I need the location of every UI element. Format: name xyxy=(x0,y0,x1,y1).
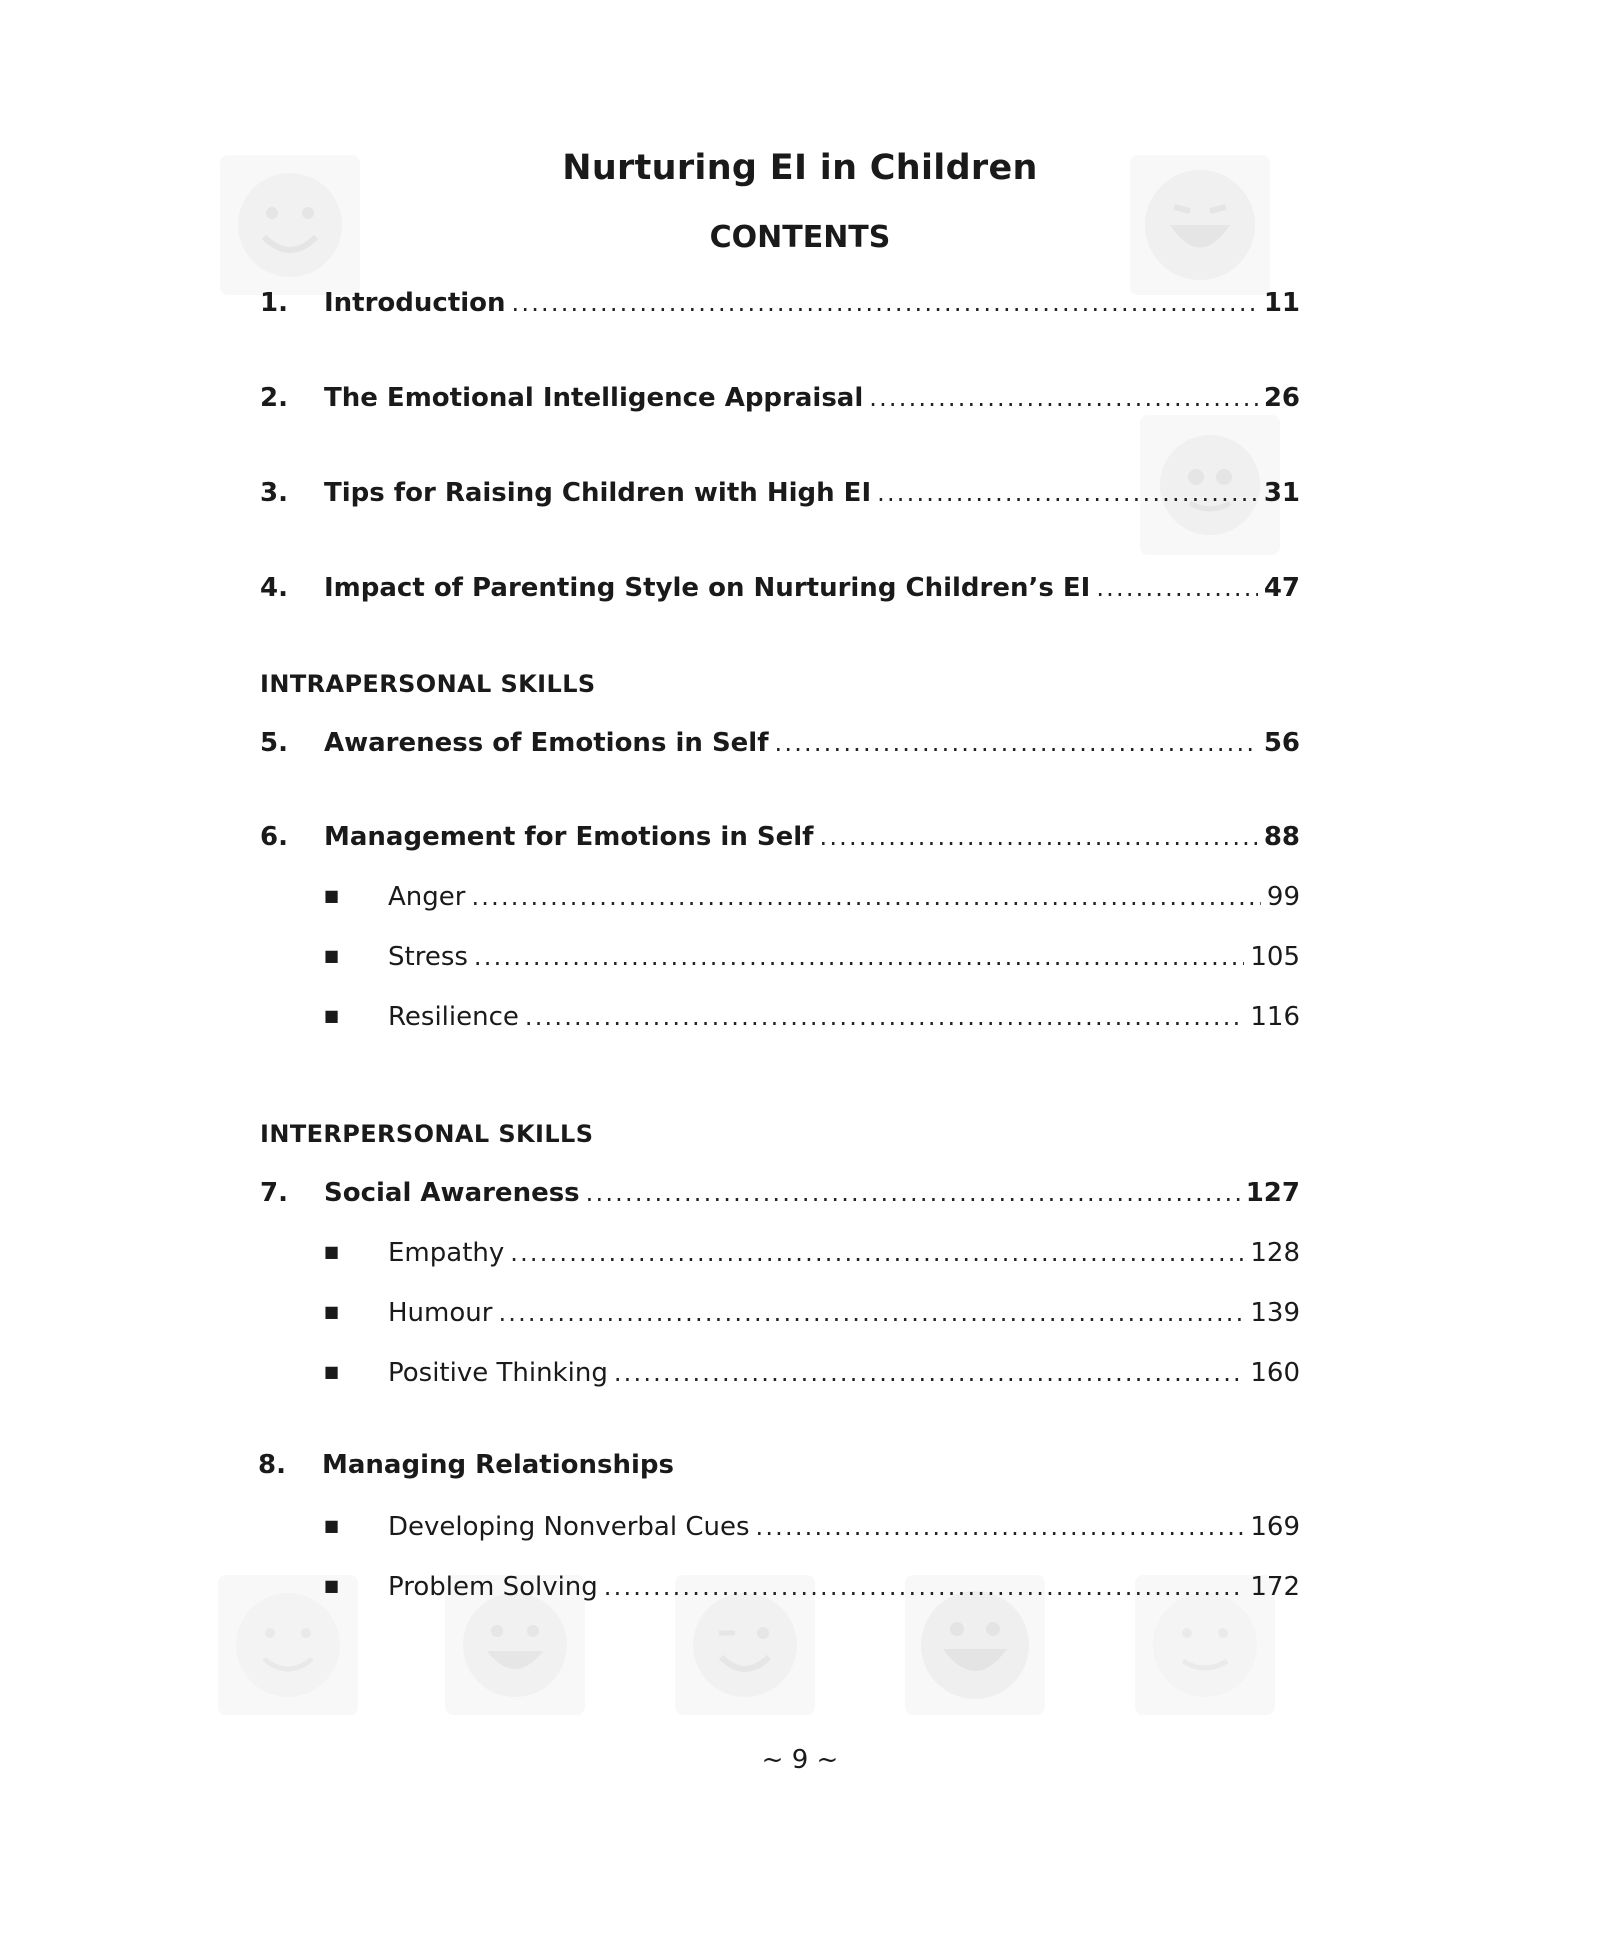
square-bullet-icon: ■ xyxy=(324,1362,340,1381)
chapter-number: 8. xyxy=(258,1450,286,1480)
page-number: 105 xyxy=(1250,942,1300,972)
chapter-title: Social Awareness xyxy=(324,1178,580,1208)
page-number: 26 xyxy=(1263,383,1300,413)
square-bullet-icon: ■ xyxy=(324,1576,340,1595)
chapter-number: 3. xyxy=(260,478,288,508)
chapter-number: 1. xyxy=(260,288,288,318)
dot-leader xyxy=(471,883,1260,911)
square-bullet-icon: ■ xyxy=(324,1242,340,1261)
chapter-title: Impact of Parenting Style on Nurturing Children’s EI xyxy=(324,573,1091,603)
page-number: 172 xyxy=(1250,1572,1300,1602)
subentry-title: Developing Nonverbal Cues xyxy=(388,1512,750,1542)
subentry-title: Problem Solving xyxy=(388,1572,598,1602)
toc-entry[interactable] xyxy=(260,573,1300,609)
dot-leader xyxy=(512,289,1258,317)
toc-entry[interactable] xyxy=(260,383,1300,419)
dot-leader xyxy=(474,943,1244,971)
square-bullet-icon: ■ xyxy=(324,1302,340,1321)
dot-leader xyxy=(756,1513,1245,1541)
toc-subentry[interactable] xyxy=(324,1572,1300,1608)
dot-leader xyxy=(775,729,1258,757)
dot-leader xyxy=(586,1179,1240,1207)
subentry-title: Stress xyxy=(388,942,468,972)
square-bullet-icon: ■ xyxy=(324,1516,340,1535)
chapter-title: Managing Relationships xyxy=(322,1450,674,1480)
dot-leader xyxy=(525,1003,1244,1031)
chapter-number: 4. xyxy=(260,573,288,603)
toc-subentry[interactable] xyxy=(324,1298,1300,1334)
page-number: 116 xyxy=(1250,1002,1300,1032)
toc-subentry[interactable] xyxy=(324,882,1300,918)
chapter-title: Management for Emotions in Self xyxy=(324,822,814,852)
subentry-title: Humour xyxy=(388,1298,493,1328)
chapter-number: 2. xyxy=(260,383,288,413)
square-bullet-icon: ■ xyxy=(324,1006,340,1025)
dot-leader xyxy=(498,1299,1244,1327)
dot-leader xyxy=(877,479,1258,507)
dot-leader xyxy=(614,1359,1245,1387)
chapter-number: 5. xyxy=(260,728,288,758)
square-bullet-icon: ■ xyxy=(324,886,340,905)
dot-leader xyxy=(510,1239,1244,1267)
toc-entry[interactable] xyxy=(258,1450,1298,1486)
toc-entry[interactable] xyxy=(260,478,1300,514)
page-number: 31 xyxy=(1263,478,1300,508)
section-heading-interpersonal: INTERPERSONAL SKILLS xyxy=(260,1120,594,1148)
toc-entry[interactable] xyxy=(260,728,1300,764)
subentry-title: Resilience xyxy=(388,1002,519,1032)
page-number: 139 xyxy=(1250,1298,1300,1328)
dot-leader xyxy=(1096,574,1257,602)
toc-entry[interactable] xyxy=(260,822,1300,858)
page-number: 160 xyxy=(1250,1358,1300,1388)
page-number: 169 xyxy=(1250,1512,1300,1542)
subentry-title: Positive Thinking xyxy=(388,1358,608,1388)
page-title: Nurturing EI in Children xyxy=(562,148,1038,188)
chapter-title: The Emotional Intelligence Appraisal xyxy=(324,383,864,413)
toc-subentry[interactable] xyxy=(324,942,1300,978)
square-bullet-icon: ■ xyxy=(324,946,340,965)
page-number: 11 xyxy=(1263,288,1300,318)
page-number: 99 xyxy=(1266,882,1300,912)
page-number: 47 xyxy=(1263,573,1300,603)
chapter-title: Tips for Raising Children with High EI xyxy=(324,478,872,508)
contents-heading: CONTENTS xyxy=(709,220,891,255)
chapter-title: Introduction xyxy=(324,288,506,318)
page-number: 88 xyxy=(1263,822,1300,852)
section-heading-intrapersonal: INTRAPERSONAL SKILLS xyxy=(260,670,596,698)
page-number: 56 xyxy=(1263,728,1300,758)
page-number: 128 xyxy=(1250,1238,1300,1268)
toc-subentry[interactable] xyxy=(324,1002,1300,1038)
page-number: 127 xyxy=(1245,1178,1300,1208)
subentry-title: Empathy xyxy=(388,1238,505,1268)
chapter-number: 7. xyxy=(260,1178,288,1208)
toc-subentry[interactable] xyxy=(324,1238,1300,1274)
dot-leader xyxy=(869,384,1258,412)
toc-entry[interactable] xyxy=(260,288,1300,324)
toc-subentry[interactable] xyxy=(324,1512,1300,1548)
chapter-number: 6. xyxy=(260,822,288,852)
page-footer-number: ~ 9 ~ xyxy=(761,1745,839,1775)
toc-subentry[interactable] xyxy=(324,1358,1300,1394)
dot-leader xyxy=(604,1573,1245,1601)
toc-entry[interactable] xyxy=(260,1178,1300,1214)
dot-leader xyxy=(820,823,1258,851)
subentry-title: Anger xyxy=(388,882,466,912)
chapter-title: Awareness of Emotions in Self xyxy=(324,728,769,758)
